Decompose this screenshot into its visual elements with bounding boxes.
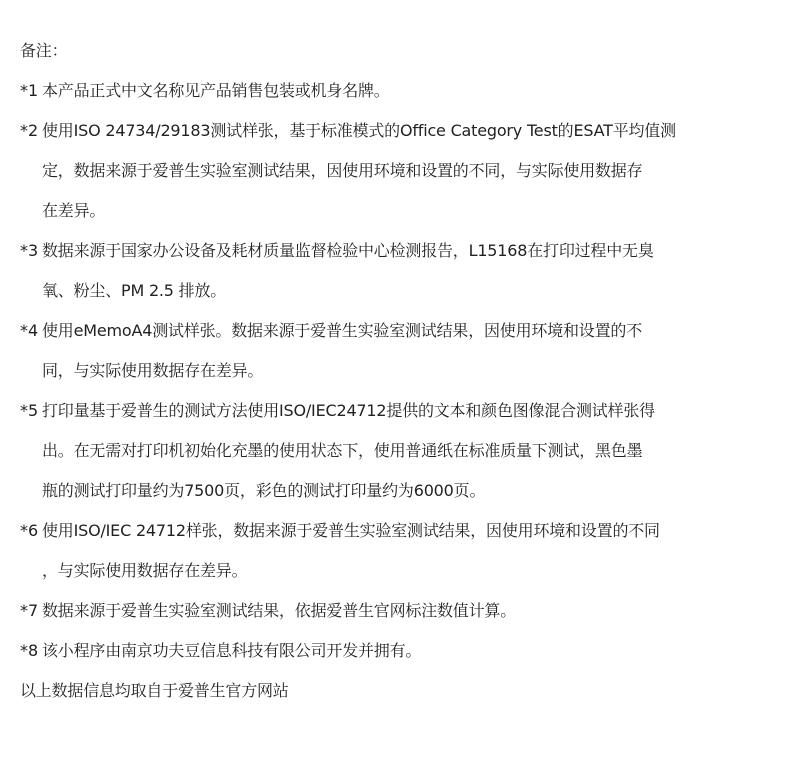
note-text-line: 使用eMemoA4测试样张。数据来源于爱普生实验室测试结果，因使用环境和设置的不 [42, 321, 642, 340]
note-text-line: ，与实际使用数据存在差异。 [42, 561, 248, 580]
note-4 [20, 311, 772, 391]
note-2 [20, 111, 772, 231]
note-text-line: 该小程序由南京功夫豆信息科技有限公司开发并拥有。 [42, 641, 422, 660]
note-7 [20, 591, 772, 631]
note-3 [20, 231, 772, 311]
note-marker: *2 [20, 121, 39, 140]
note-text-line: 瓶的测试打印量约为7500页，彩色的测试打印量约为6000页。 [42, 481, 486, 500]
note-marker: *6 [20, 521, 39, 540]
note-marker: *5 [20, 401, 39, 420]
note-text-line: 使用ISO 24734/29183测试样张，基于标准模式的Office Category Test的ESAT平均值测 [42, 121, 676, 140]
note-8 [20, 631, 772, 671]
note-marker: *4 [20, 321, 39, 340]
note-marker: *7 [20, 601, 39, 620]
notes-footer: 以上数据信息均取自于爱普生官方网站 [20, 681, 289, 700]
note-text-line: 出。在无需对打印机初始化充墨的使用状态下，使用普通纸在标准质量下测试，黑色墨 [42, 441, 643, 460]
note-5 [20, 391, 772, 511]
note-marker: *3 [20, 241, 39, 260]
note-text-line: 数据来源于国家办公设备及耗材质量监督检验中心检测报告，L15168在打印过程中无臭 [42, 241, 654, 260]
note-1 [20, 71, 772, 111]
note-text-line: 在差异。 [42, 201, 106, 220]
note-marker: *8 [20, 641, 39, 660]
note-text-line: 使用ISO/IEC 24712样张，数据来源于爱普生实验室测试结果，因使用环境和设置的不同 [42, 521, 660, 540]
notes-header: 备注： [20, 41, 68, 60]
note-text-line: 打印量基于爱普生的测试方法使用ISO/IEC24712提供的文本和颜色图像混合测试样张得 [42, 401, 655, 420]
note-text-line: 氧、粉尘、PM 2.5 排放。 [42, 281, 227, 300]
note-text-line: 本产品正式中文名称见产品销售包装或机身名牌。 [42, 81, 390, 100]
note-marker: *1 [20, 81, 39, 100]
note-text-line: 数据来源于爱普生实验室测试结果，依据爱普生官网标注数值计算。 [42, 601, 517, 620]
note-text-line: 同，与实际使用数据存在差异。 [42, 361, 264, 380]
note-6 [20, 511, 772, 591]
note-text-line: 定，数据来源于爱普生实验室测试结果，因使用环境和设置的不同，与实际使用数据存 [42, 161, 643, 180]
